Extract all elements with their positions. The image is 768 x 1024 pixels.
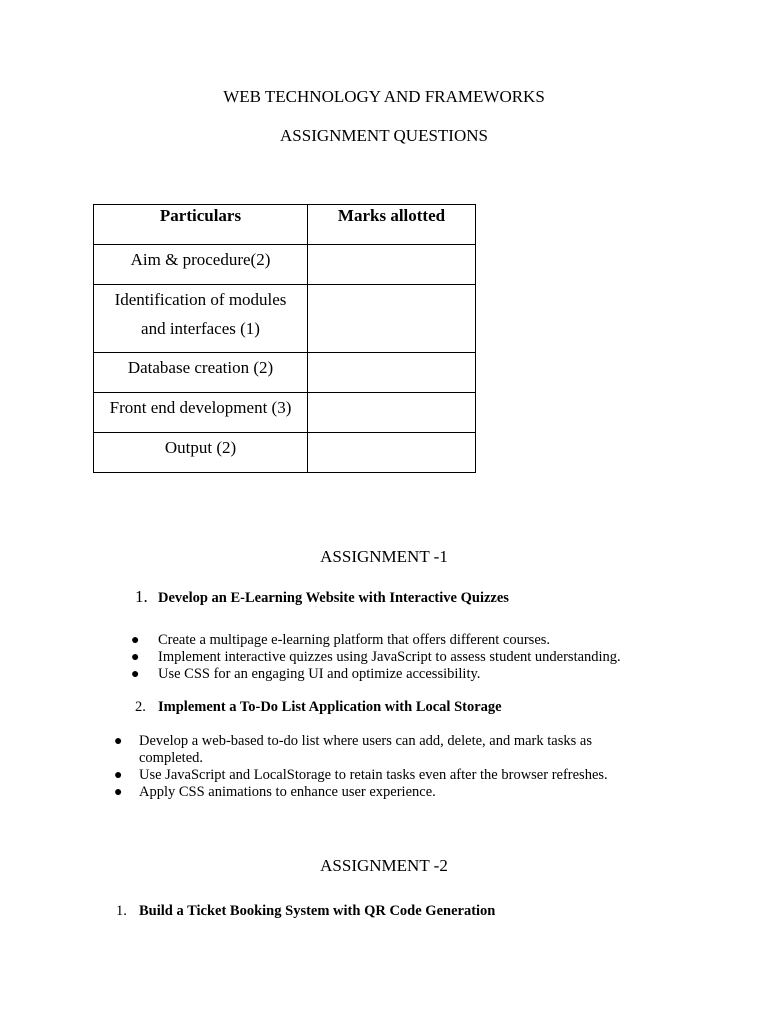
question-title: Implement a To-Do List Application with Local Storage	[158, 699, 502, 715]
assignment-1-question-1	[135, 587, 509, 607]
table-row	[94, 393, 476, 433]
point-text: Implement interactive quizzes using JavaScript to assess student understanding.	[158, 649, 621, 665]
course-title: WEB TECHNOLOGY AND FRAMEWORKS	[223, 87, 545, 106]
table-cell-marks	[308, 285, 476, 353]
assignment-1-question-2-points	[114, 733, 639, 801]
assignment-1-heading: ASSIGNMENT -1	[320, 547, 448, 566]
table-cell-marks	[308, 353, 476, 393]
table-cell-marks	[308, 245, 476, 285]
assignment-2-question-1	[116, 903, 495, 920]
particular-text: Front end development (3)	[109, 398, 292, 417]
point-text: Apply CSS animations to enhance user experience.	[139, 784, 436, 800]
table-row	[94, 245, 476, 285]
bullet-icon: ●	[114, 768, 123, 783]
particular-text-line2: and interfaces (1)	[141, 319, 260, 338]
assignment-1-question-1-points	[131, 632, 718, 683]
question-number: 1.	[116, 903, 127, 919]
list-item	[131, 666, 718, 683]
table-cell-particular	[94, 353, 308, 393]
point-text: Develop a web-based to-do list where users can add, delete, and mark tasks as completed.	[139, 733, 592, 766]
list-item	[131, 632, 718, 649]
bullet-icon: ●	[114, 785, 123, 800]
table-cell-marks	[308, 433, 476, 473]
table-row	[94, 285, 476, 353]
assignment-2-heading: ASSIGNMENT -2	[320, 856, 448, 875]
table-cell-marks	[308, 393, 476, 433]
particular-text: Output (2)	[164, 438, 237, 457]
bullet-icon: ●	[131, 650, 140, 665]
particular-text-line1: Identification of modules	[114, 290, 287, 309]
list-item	[131, 649, 718, 666]
question-title: Build a Ticket Booking System with QR Code Generation	[139, 903, 496, 919]
particular-text: Database creation (2)	[127, 358, 274, 377]
page-subtitle: ASSIGNMENT QUESTIONS	[280, 126, 488, 145]
table-cell-particular	[94, 433, 308, 473]
assignment-1-question-2	[135, 699, 502, 716]
marks-table	[93, 204, 476, 473]
bullet-icon: ●	[131, 633, 140, 648]
list-item	[114, 733, 639, 767]
bullet-icon: ●	[114, 734, 123, 749]
particular-text: Aim & procedure(2)	[130, 250, 271, 269]
point-text: Use JavaScript and LocalStorage to retain tasks even after the browser refreshes.	[139, 767, 608, 783]
bullet-icon: ●	[131, 667, 140, 682]
point-text: Use CSS for an engaging UI and optimize accessibility.	[158, 666, 481, 682]
table-cell-particular	[94, 245, 308, 285]
list-item	[114, 784, 639, 801]
question-number: 2.	[135, 699, 146, 715]
table-cell-particular	[94, 285, 308, 353]
column-header-marks: Marks allotted	[308, 205, 476, 245]
table-cell-particular	[94, 393, 308, 433]
question-title: Develop an E-Learning Website with Interactive Quizzes	[158, 590, 509, 606]
column-header-particulars: Particulars	[94, 205, 308, 245]
list-item	[114, 767, 639, 784]
table-header-row	[94, 205, 476, 245]
point-text: Create a multipage e-learning platform that offers different courses.	[158, 632, 551, 648]
question-number: 1.	[135, 587, 148, 606]
table-row	[94, 433, 476, 473]
table-row	[94, 353, 476, 393]
